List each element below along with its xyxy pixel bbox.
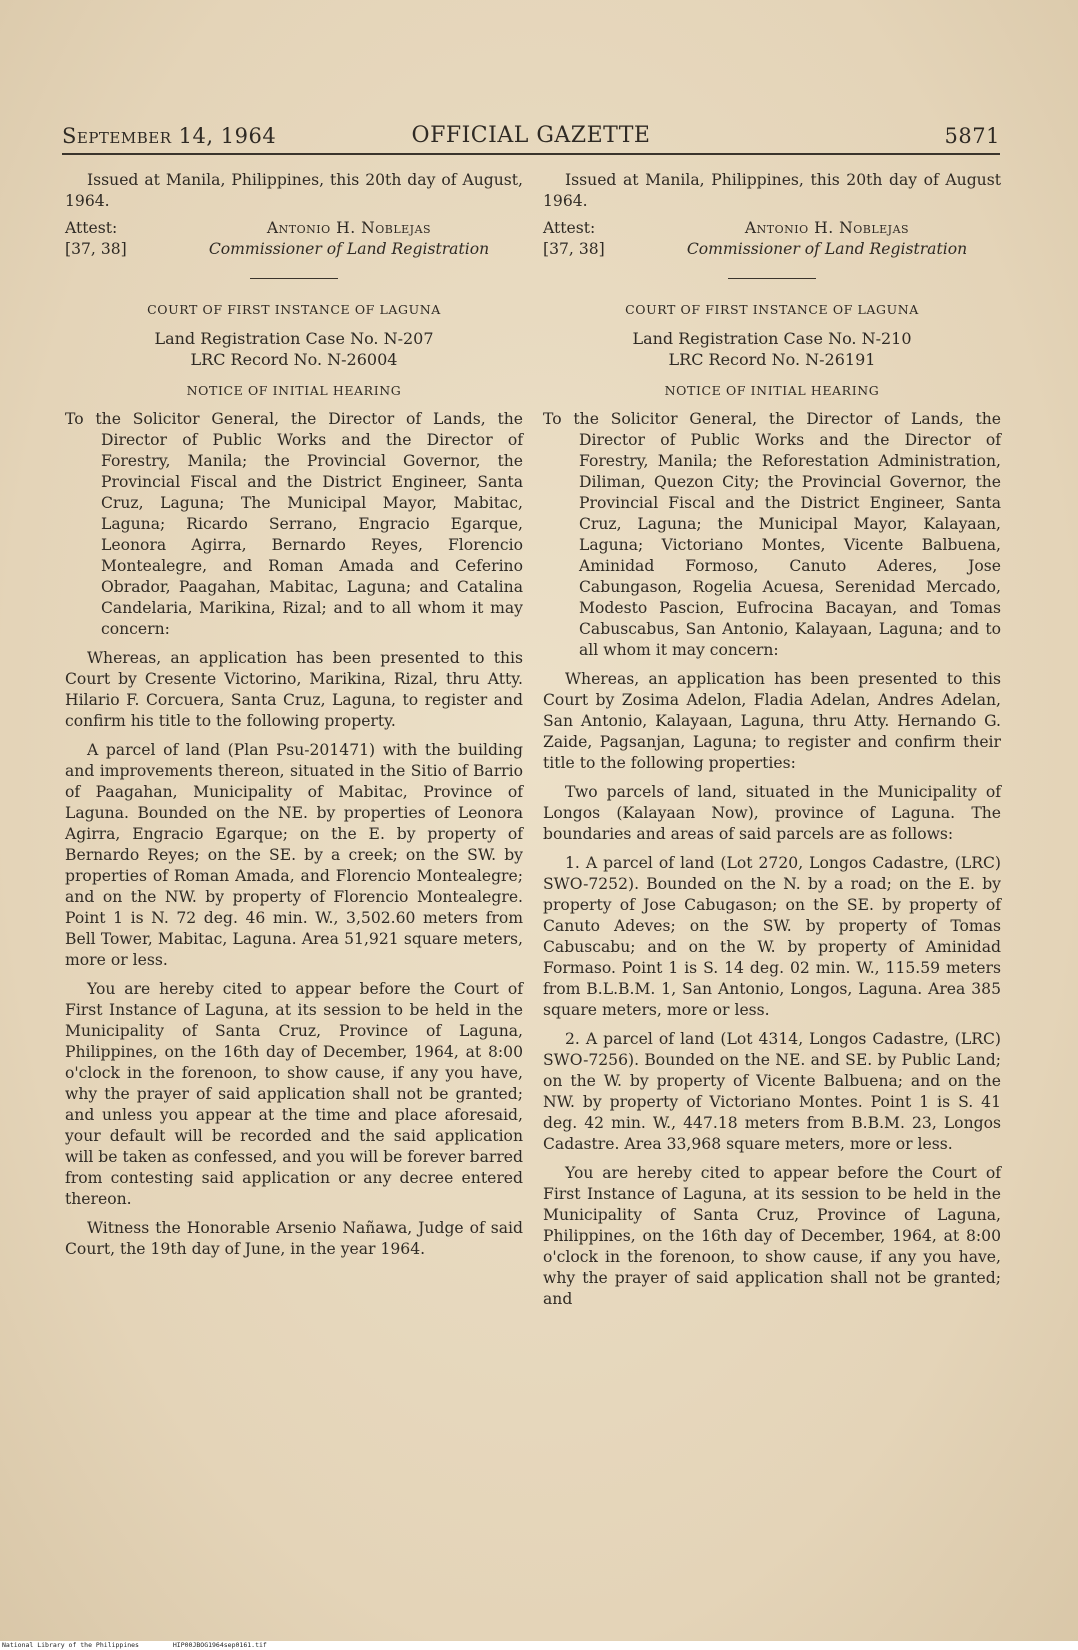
notice-heading: NOTICE OF INITIAL HEARING (186, 383, 402, 398)
parcel-one-paragraph: 1. A parcel of land (Lot 2720, Longos Cadastre, (LRC) SWO-7252). Bounded on the N. by a road; on the E. by property of Jose Cabugason; on the SE. by property of Canuto Adeves; on the SW. by property of Tomas Cabuscabu; and on the W. by property of Aminidad Formaso. Point 1 is S. 14 deg. 02 min. W., 115.59 meters from B.L.B.M. 1, San Antonio, Longos, Laguna. Area 385 square meters, more or less. (543, 854, 1001, 1019)
attest-row (65, 218, 523, 239)
parcel-two-paragraph: 2. A parcel of land (Lot 4314, Longos Cadastre, (LRC) SWO-7256). Bounded on the NE. and SE. by Public Land; on the W. by property of Vicente Balbuena; and on the NW. by property of Victoriano Montes. Point 1 is S. 41 deg. 42 min. W., 447.18 meters from B.B.M. 23, Longos Cadastre. Area 33,968 square meters, more or less. (543, 1030, 1001, 1153)
parcel-paragraph: A parcel of land (Plan Psu-201471) with the building and improvements thereon, situated in the Sitio of Barrio of Paagahan, Municipality of Mabitac, Province of Laguna. Bounded on the NE. by properties of Leonora Agirra, Engracio Egarque; on the E. by property of Bernardo Reyes; on the SE. by a creek; on the SW. by properties of Roman Amada, and Florencio Montealegre; and on the NW. by property of Florencio Montealegre. Point 1 is N. 72 deg. 46 min. W., 3,502.60 meters from Bell Tower, Mabitac, Laguna. Area 51,921 square meters, more or less. (65, 741, 523, 969)
header-rule (62, 153, 1000, 155)
citation-paragraph: You are hereby cited to appear before the Court of First Instance of Laguna, at its session to be held in the Municipality of Santa Cruz, Province of Laguna, Philippines, on the 16th day of December, 1964, at 8:00 o'clock in the forenoon, to show cause, if any you have, why the prayer of said application shall not be granted; and unless you appear at the time and place aforesaid, your default will be recorded and the said application will be taken as confessed, and you will be forever barred from contesting said application or any decree entered thereon. (65, 980, 523, 1208)
footer-filename: HIP00JBOG1964sep0161.tif (172, 1641, 267, 1649)
page-number: 5871 (944, 124, 1000, 148)
addressees: To the Solicitor General, the Director of Lands, the Director of Public Works and the Director of Forestry, Manila; the Reforestation Administration, Diliman, Quezon City; the Provincial Governor, the Provincial Fiscal and the District Engineer, Santa Cruz, Laguna; the Municipal Mayor, Kalayaan, Laguna; Victoriano Montes, Vicente Balbuena, Aminidad Formoso, Canuto Aderes, Jose Cabungason, Rogelia Acuesa, Serenidad Mercado, Modesto Pascion, Eufrocina Bacayan, and Tomas Cabuscabus, San Antonio, Kalayaan, Laguna; and to all whom it may concern: (543, 410, 1001, 659)
record-number: LRC Record No. N-26191 (668, 350, 876, 369)
attest-row-office (543, 239, 1001, 260)
witness-paragraph: Witness the Honorable Arsenio Nañawa, Judge of said Court, the 19th day of June, in the year 1964. (65, 1219, 523, 1258)
attest-label: Attest: (543, 219, 596, 237)
left-column (65, 170, 523, 1260)
case-number: Land Registration Case No. N-207 (154, 329, 434, 348)
notice-heading: NOTICE OF INITIAL HEARING (664, 383, 880, 398)
header-title: OFFICIAL GAZETTE (411, 123, 651, 148)
header-date: September 14, 1964 (62, 124, 277, 148)
whereas-paragraph: Whereas, an application has been presented to this Court by Zosima Adelon, Fladia Adelan, Andres Adelan, San Antonio, Kalayaan, Laguna, thru Atty. Hernando G. Zaide, Pagsanjan, Laguna; to register and confirm their title to the following properties: (543, 670, 1001, 772)
addressees: To the Solicitor General, the Director of Lands, the Director of Public Works and the Director of Forestry, Manila; the Provincial Governor, the Provincial Fiscal and the District Engineer, Santa Cruz, Laguna; The Municipal Mayor, Mabitac, Laguna; Ricardo Serrano, Engracio Egarque, Leonora Agirra, Bernardo Reyes, Florencio Montealegre, and Roman Amada and Ceferino Obrador, Paagahan, Mabitac, Laguna; and Catalina Candelaria, Marikina, Rizal; and to all whom it may concern: (65, 410, 523, 638)
attest-label: Attest: (65, 219, 118, 237)
record-number: LRC Record No. N-26004 (190, 350, 398, 369)
attest-office: Commissioner of Land Registration (686, 240, 968, 258)
attest-reference: [37, 38] (65, 240, 127, 258)
whereas-paragraph: Whereas, an application has been presented to this Court by Cresente Victorino, Marikina, Rizal, thru Atty. Hilario F. Corcuera, Santa Cruz, Laguna, to register and confirm his title to the following property. (65, 649, 523, 730)
attest-row (543, 218, 1001, 239)
attest-name: Antonio H. Noblejas (266, 219, 432, 237)
attest-row-office (65, 239, 523, 260)
issued-statement: Issued at Manila, Philippines, this 20th day of August, 1964. (65, 171, 523, 210)
running-header (62, 112, 1000, 148)
footer-library: National Library of the Philippines (2, 1641, 139, 1649)
section-divider (250, 278, 338, 279)
parcels-intro-paragraph: Two parcels of land, situated in the Municipality of Longos (Kalayaan Now), province of Laguna. The boundaries and areas of said parcels are as follows: (543, 783, 1001, 843)
court-heading: COURT OF FIRST INSTANCE OF LAGUNA (147, 302, 441, 317)
right-column (543, 170, 1001, 1310)
attest-reference: [37, 38] (543, 240, 605, 258)
issued-statement: Issued at Manila, Philippines, this 20th day of August 1964. (543, 171, 1001, 210)
case-number: Land Registration Case No. N-210 (632, 329, 912, 348)
attest-name: Antonio H. Noblejas (744, 219, 910, 237)
attest-office: Commissioner of Land Registration (208, 240, 490, 258)
citation-paragraph: You are hereby cited to appear before the Court of First Instance of Laguna, at its session to be held in the Municipality of Santa Cruz, Province of Laguna, Philippines, on the 16th day of December, 1964, at 8:00 o'clock in the forenoon, to show cause, if any you have, why the prayer of said application shall not be granted; and (543, 1164, 1001, 1308)
scan-footer (0, 1641, 1078, 1650)
court-heading: COURT OF FIRST INSTANCE OF LAGUNA (625, 302, 919, 317)
section-divider (728, 278, 816, 279)
